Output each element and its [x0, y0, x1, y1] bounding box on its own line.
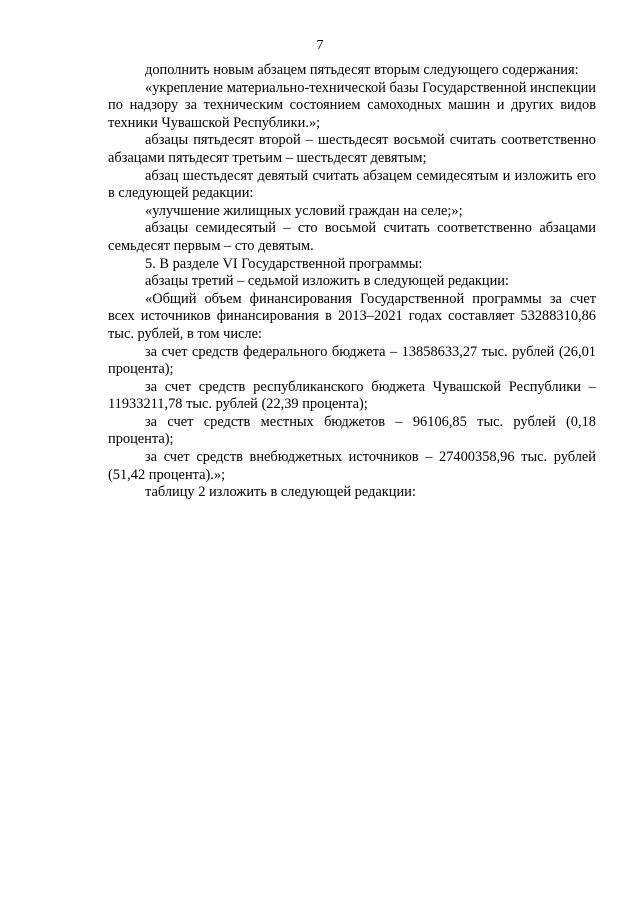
paragraph-renumber-52-68: абзацы пятьдесят второй – шестьдесят восьмой считать соответственно абзацами пятьдесят третьим – шестьдесят девятым;: [108, 132, 596, 166]
paragraph-total-financing: «Общий объем финансирования Государственной программы за счет всех источников финансирования в 2013–2021 годах составляет 53288310,86 тыс. рублей, в том числе:: [108, 290, 596, 342]
paragraph-local-budgets: за счет средств местных бюджетов – 96106,85 тыс. рублей (0,18 процента);: [108, 413, 596, 448]
page-number: 7: [316, 38, 324, 53]
paragraph-federal-budget: за счет средств федерального бюджета – 13858633,27 тыс. рублей (26,01 процента);: [108, 343, 596, 378]
paragraph-69th-to-70th: абзац шестьдесят девятый считать абзацем семидесятым и изложить его в следующей редакции:: [108, 167, 596, 202]
paragraph-third-to-seventh: абзацы третий – седьмой изложить в следующей редакции:: [145, 273, 510, 290]
paragraph-renumber-70-108: абзацы семидесятый – сто восьмой считать соответственно абзацами семьдесят первым – сто девятым.: [108, 220, 596, 254]
paragraph-table-2: таблицу 2 изложить в следующей редакции:: [145, 484, 416, 501]
paragraph-housing-conditions: «улучшение жилищных условий граждан на селе;»;: [145, 202, 463, 219]
paragraph-add-52nd: дополнить новым абзацем пятьдесят вторым следующего содержания:: [145, 62, 579, 78]
document-body: [108, 62, 596, 502]
paragraph-extrabudgetary: за счет средств внебюджетных источников – 27400358,96 тыс. рублей (51,42 процента).»;: [108, 449, 596, 483]
paragraph-section-vi: 5. В разделе VI Государственной программы:: [145, 255, 423, 272]
paragraph-republican-budget: за счет средств республиканского бюджета Чувашской Республики – 11933211,78 тыс. рублей (22,39 процента);: [108, 378, 596, 413]
paragraph-inspection-upgrade: «укрепление материально-технической базы Государственной инспекции по надзору за техническим состоянием самоходных машин и других видов техники Чувашской Республики.»;: [108, 79, 596, 131]
